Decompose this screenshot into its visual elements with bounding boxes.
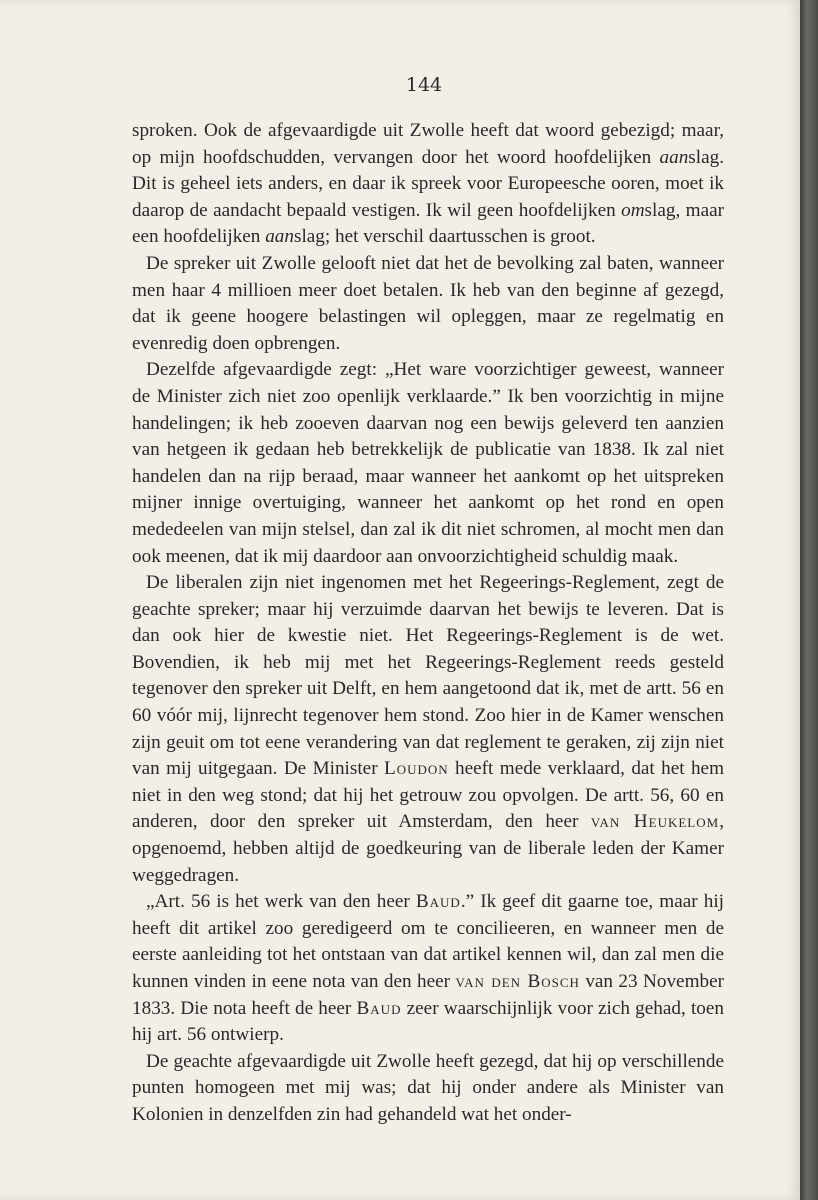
text-run: Dezelfde afgevaardigde zegt: „Het ware voorzichtiger geweest, wanneer de Minister zich niet zoo openlijk verklaarde.” Ik ben voorzichtig in mijne handelingen; ik heb zooeven daarvan nog een bewijs geleverd ten aanzien van hetgeen ik gedaan heb betrekkelijk de publicatie van 1838. Ik zal niet handelen dan na rijp beraad, maar wanneer het aankomt op het uitspreken mijner innige overtuiging, wanneer het aankomt op het rond en open mededeelen van mijn stelsel, dan zal ik dit niet schromen, al mocht men dan ook meenen, dat ik mij daardoor aan onvoorzichtigheid schuldig maak. [132, 359, 724, 567]
text-run: De liberalen zijn niet ingenomen met het Regeerings-Reglement, zegt de geachte spreker; maar hij verzuimde daarvan het bewijs te leveren. Dat is dan ook hier de kwestie niet. Het Regeerings-Reglement is de wet. Bovendien, ik heb mij met het Regeerings-Reglement reeds gesteld tegenover den spreker uit Delft, en hem aangetoond dat ik, met de artt. 56 en 60 vóór mij, lijnrecht tegenover hem stond. Zoo hier in de Kamer wenschen zijn geuit om tot eene verandering van dat reglement te geraken, zij zijn niet van mij uitgegaan. De Minister [132, 572, 724, 780]
text-run: .” Ik geef dit gaarne toe, maar hij heeft dit artikel zoo geredigeerd om te concilieeren, en wanneer men de eerste aanleiding tot het ontstaan van dat artikel kennen wil, dan zal men die kunnen vinden in eene nota van den heer [132, 891, 724, 992]
text-run: De geachte afgevaardigde uit Zwolle heeft gezegd, dat hij op verschillende punten homogeen met mij was; dat hij onder andere als Minister van Kolonien in denzelfden zin had gehandeld wat het onder- [132, 1050, 724, 1125]
paragraph [132, 889, 724, 1049]
paragraph [132, 1049, 724, 1129]
name-smallcaps: Baud [415, 891, 461, 913]
text-run: slag. Dit is geheel iets anders, en daar ik spreek voor Europeesche ooren, moet ik daarop de aandacht bepaald vestigen. Ik wil geen hoofdelijken [132, 146, 724, 221]
emphasis: aan [659, 146, 689, 168]
text-run: slag, maar een hoofdelijken [132, 199, 724, 248]
paragraph [132, 251, 724, 357]
body-text [132, 118, 724, 1129]
text-run: De spreker uit Zwolle gelooft niet dat het de bevolking zal baten, wanneer men haar 4 millioen meer doet betalen. Ik heb van den beginne af gezegd, dat ik geene hoogere belastingen wil opleggen, maar ze regelmatig en evenredig doen opbrengen. [132, 252, 724, 354]
emphasis: aan [265, 226, 294, 248]
text-run: zeer waarschijnlijk voor zich gehad, toen hij art. 56 ontwierp. [132, 997, 724, 1046]
paragraph [132, 118, 724, 251]
page-number: 144 [405, 74, 443, 96]
text-run: sproken. Ook de afgevaardigde uit Zwolle heeft dat woord gebezigd; maar, op mijn hoofdschudden, vervangen door het woord hoofdelijken [132, 120, 724, 168]
text-run: „Art. 56 is het werk van den heer [146, 891, 416, 913]
page-edge [800, 0, 818, 1200]
text-run: heeft mede verklaard, dat het hem niet in den weg stond; dat hij het getrouw zou opvolgen. De artt. 56, 60 en anderen, door den spreker uit Amsterdam, den heer [132, 758, 724, 833]
text-run: , opgenoemd, hebben altijd de goedkeuring van de liberale leden der Kamer weggedragen. [132, 811, 724, 886]
name-smallcaps: van den Bosch [455, 971, 580, 992]
paragraph [132, 570, 724, 889]
name-smallcaps: Baud [356, 997, 402, 1019]
name-smallcaps: van Heukelom [590, 811, 720, 833]
name-smallcaps: Loudon [383, 758, 449, 780]
text-run: van 23 November 1833. Die nota heeft de heer [132, 971, 724, 1019]
paragraph [132, 357, 724, 570]
emphasis: om [621, 199, 645, 221]
text-run: slag; het verschil daartusschen is groot. [293, 226, 596, 248]
